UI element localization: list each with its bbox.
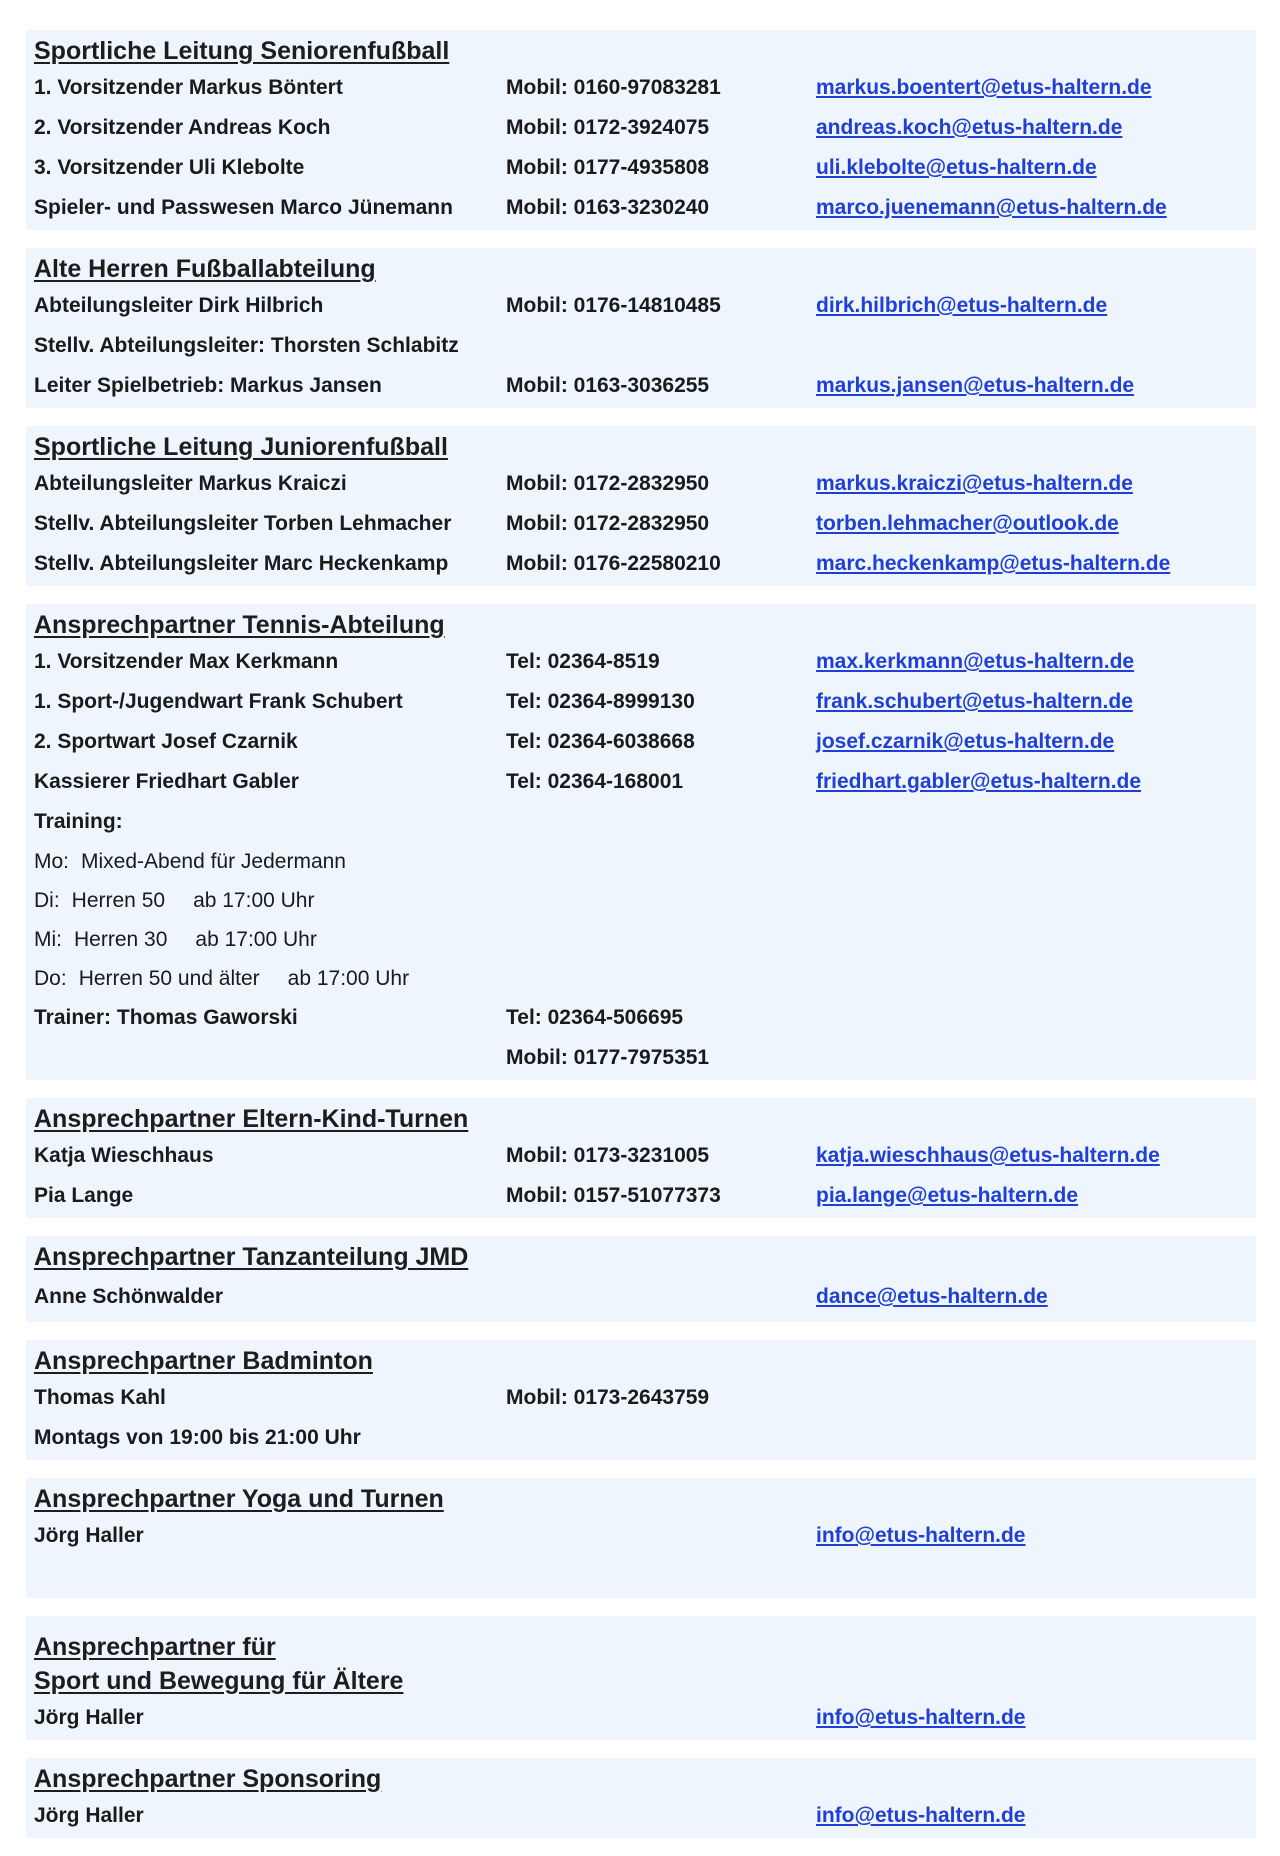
email-link[interactable]: andreas.koch@etus-haltern.de xyxy=(816,116,1123,139)
contact-role: Jörg Haller xyxy=(34,1804,144,1827)
email-link[interactable]: frank.schubert@etus-haltern.de xyxy=(816,690,1133,713)
section-title: Ansprechpartner Badminton xyxy=(34,1347,373,1375)
contact-role: Abteilungsleiter Dirk Hilbrich xyxy=(34,294,324,317)
contact-row xyxy=(34,762,1248,802)
email-link[interactable]: info@etus-haltern.de xyxy=(816,1804,1026,1827)
section-title: Ansprechpartner Tanzanteilung JMD xyxy=(34,1243,469,1271)
contact-role: Jörg Haller xyxy=(34,1524,144,1547)
email-link[interactable]: torben.lehmacher@outlook.de xyxy=(816,512,1119,535)
contact-role: 1. Vorsitzender Markus Böntert xyxy=(34,76,343,99)
training-group: Herren 50 xyxy=(71,888,166,912)
section-title: Alte Herren Fußballabteilung xyxy=(34,255,376,283)
training-time: Montags von 19:00 bis 21:00 Uhr xyxy=(34,1426,361,1449)
contact-row xyxy=(34,148,1248,188)
contact-row xyxy=(34,68,1248,108)
training-day: Mo: xyxy=(34,849,70,873)
contact-row xyxy=(34,1698,1248,1738)
contact-phone: Mobil: 0172-3924075 xyxy=(506,116,710,139)
section-yoga xyxy=(26,1478,1256,1598)
contact-phone: Mobil: 0173-3231005 xyxy=(506,1144,710,1167)
contact-role: Abteilungsleiter Markus Kraiczi xyxy=(34,472,347,495)
contact-row xyxy=(34,722,1248,762)
section-tanz xyxy=(26,1236,1256,1322)
contact-row xyxy=(34,366,1248,406)
section-title-line2: Sport und Bewegung für Ältere xyxy=(34,1667,404,1695)
section-tennis xyxy=(26,604,1256,1080)
contact-page xyxy=(26,30,1256,1856)
section-title: Sportliche Leitung Juniorenfußball xyxy=(34,433,448,461)
section-title: Ansprechpartner Yoga und Turnen xyxy=(34,1485,444,1513)
contact-role: Kassierer Friedhart Gabler xyxy=(34,770,299,793)
contact-phone: Tel: 02364-8519 xyxy=(506,650,660,673)
trainer-row xyxy=(34,998,1248,1038)
email-link[interactable]: marco.juenemann@etus-haltern.de xyxy=(816,196,1167,219)
email-link[interactable]: pia.lange@etus-haltern.de xyxy=(816,1184,1079,1207)
contact-row xyxy=(34,682,1248,722)
training-day: Di: xyxy=(34,888,60,912)
contact-role: Stellv. Abteilungsleiter Torben Lehmacher xyxy=(34,512,452,535)
contact-phone: Mobil: 0160-97083281 xyxy=(506,76,721,99)
section-title: Ansprechpartner Eltern-Kind-Turnen xyxy=(34,1105,469,1133)
email-link[interactable]: katja.wieschhaus@etus-haltern.de xyxy=(816,1144,1160,1167)
training-row xyxy=(34,920,1248,959)
contact-role: Spieler- und Passwesen Marco Jünemann xyxy=(34,196,453,219)
contact-row xyxy=(34,188,1248,228)
trainer-name: Trainer: Thomas Gaworski xyxy=(34,1006,298,1029)
email-link[interactable]: max.kerkmann@etus-haltern.de xyxy=(816,650,1135,673)
contact-role: Pia Lange xyxy=(34,1184,134,1207)
section-title: Ansprechpartner Tennis-Abteilung xyxy=(34,611,445,639)
training-day: Do: xyxy=(34,966,67,990)
section-alte-herren xyxy=(26,248,1256,408)
section-aeltere xyxy=(26,1616,1256,1740)
email-link[interactable]: markus.jansen@etus-haltern.de xyxy=(816,374,1135,397)
email-link[interactable]: marc.heckenkamp@etus-haltern.de xyxy=(816,552,1171,575)
section-title: Ansprechpartner Sponsoring xyxy=(34,1765,382,1793)
training-row xyxy=(34,842,1248,881)
email-link[interactable]: friedhart.gabler@etus-haltern.de xyxy=(816,770,1142,793)
contact-phone: Mobil: 0163-3036255 xyxy=(506,374,710,397)
training-time: ab 17:00 Uhr xyxy=(195,927,317,951)
contact-row xyxy=(34,1796,1248,1836)
contact-row xyxy=(34,326,1248,366)
contact-row xyxy=(34,642,1248,682)
contact-role: Jörg Haller xyxy=(34,1706,144,1729)
contact-phone: Mobil: 0176-22580210 xyxy=(506,552,721,575)
contact-role: Thomas Kahl xyxy=(34,1386,166,1409)
email-link[interactable]: josef.czarnik@etus-haltern.de xyxy=(816,730,1115,753)
contact-phone: Mobil: 0177-4935808 xyxy=(506,156,710,179)
training-day: Mi: xyxy=(34,927,62,951)
contact-phone: Tel: 02364-8999130 xyxy=(506,690,695,713)
contact-role: Stellv. Abteilungsleiter Marc Heckenkamp xyxy=(34,552,449,575)
training-group: Mixed-Abend für Jedermann xyxy=(81,849,346,873)
section-sponsoring xyxy=(26,1758,1256,1838)
trainer-row xyxy=(34,1038,1248,1078)
training-row xyxy=(34,959,1248,998)
contact-role: 1. Sport-/Jugendwart Frank Schubert xyxy=(34,690,403,713)
training-label: Training: xyxy=(34,810,123,833)
contact-phone: Tel: 02364-168001 xyxy=(506,770,684,793)
contact-role: 1. Vorsitzender Max Kerkmann xyxy=(34,650,339,673)
contact-role: Stellv. Abteilungsleiter: Thorsten Schlabitz xyxy=(34,334,459,357)
section-title: Sportliche Leitung Seniorenfußball xyxy=(34,37,450,65)
training-group: Herren 30 xyxy=(74,927,168,951)
section-badminton xyxy=(26,1340,1256,1460)
contact-row xyxy=(34,1136,1248,1176)
contact-row xyxy=(34,1516,1248,1556)
contact-row xyxy=(34,1378,1248,1418)
contact-role: Katja Wieschhaus xyxy=(34,1144,214,1167)
email-link[interactable]: markus.boentert@etus-haltern.de xyxy=(816,76,1152,99)
contact-row xyxy=(34,504,1248,544)
contact-row xyxy=(34,464,1248,504)
training-row xyxy=(34,881,1248,920)
email-link[interactable]: uli.klebolte@etus-haltern.de xyxy=(816,156,1097,179)
contact-role: 2. Sportwart Josef Czarnik xyxy=(34,730,298,753)
contact-phone: Mobil: 0172-2832950 xyxy=(506,512,710,535)
contact-role: Leiter Spielbetrieb: Markus Jansen xyxy=(34,374,382,397)
contact-row xyxy=(34,1176,1248,1216)
contact-phone: Mobil: 0157-51077373 xyxy=(506,1184,721,1207)
section-senioren xyxy=(26,30,1256,230)
section-eltern-kind xyxy=(26,1098,1256,1218)
contact-phone: Mobil: 0173-2643759 xyxy=(506,1386,710,1409)
contact-role: 2. Vorsitzender Andreas Koch xyxy=(34,116,331,139)
contact-row xyxy=(34,1274,1248,1320)
contact-phone: Mobil: 0176-14810485 xyxy=(506,294,721,317)
training-heading-row xyxy=(34,802,1248,842)
contact-role: 3. Vorsitzender Uli Klebolte xyxy=(34,156,305,179)
contact-phone: Mobil: 0163-3230240 xyxy=(506,196,710,219)
contact-phone: Tel: 02364-6038668 xyxy=(506,730,695,753)
section-junioren xyxy=(26,426,1256,586)
contact-row xyxy=(34,286,1248,326)
trainer-mobile: Mobil: 0177-7975351 xyxy=(506,1046,710,1069)
contact-row xyxy=(34,108,1248,148)
training-time: ab 17:00 Uhr xyxy=(193,888,315,912)
email-link[interactable]: dance@etus-haltern.de xyxy=(816,1285,1048,1308)
email-link[interactable]: dirk.hilbrich@etus-haltern.de xyxy=(816,294,1108,317)
contact-row xyxy=(34,1418,1248,1458)
email-link[interactable]: info@etus-haltern.de xyxy=(816,1706,1026,1729)
section-title: Ansprechpartner für xyxy=(34,1633,276,1661)
email-link[interactable]: markus.kraiczi@etus-haltern.de xyxy=(816,472,1133,495)
training-group: Herren 50 und älter xyxy=(78,966,260,990)
contact-phone: Mobil: 0172-2832950 xyxy=(506,472,710,495)
email-link[interactable]: info@etus-haltern.de xyxy=(816,1524,1026,1547)
training-time: ab 17:00 Uhr xyxy=(287,966,410,990)
contact-row xyxy=(34,544,1248,584)
trainer-tel: Tel: 02364-506695 xyxy=(506,1006,684,1029)
contact-role: Anne Schönwalder xyxy=(34,1285,224,1308)
